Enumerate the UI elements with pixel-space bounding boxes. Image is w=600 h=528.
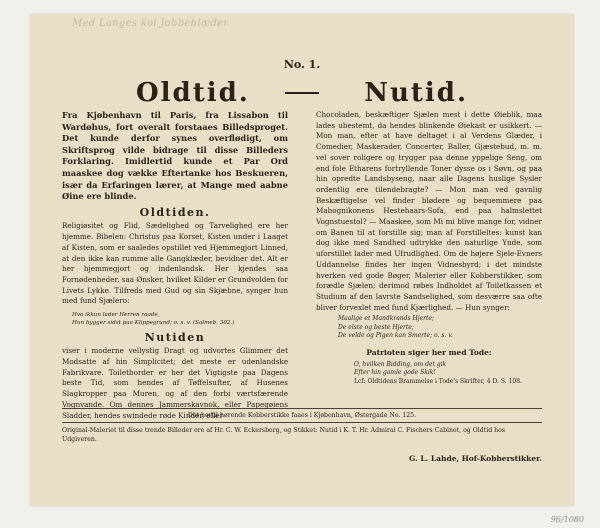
patriot-quote bbox=[354, 361, 542, 387]
section-heading-oldtiden: Oldtiden. bbox=[139, 205, 211, 219]
hymn-verse bbox=[72, 311, 288, 328]
lead-paragraph: Fra Kjøbenhavn til Paris, fra Lissabon til Wardøhus, fort overalt forstaaes Billedsproget. Det kunde derfor synes overflødigt, om Skriftsprog vilde bidrage til disse Billeders Forklaring. Imidlertid kunde et Par Ord maaskee dog vække Eftertanke hos Beskueren, især da Erfaringen lærer, at Mange med aabne Øine ere blinde. bbox=[62, 110, 288, 202]
quote-line-2: Efter hin gamle gode Skik! bbox=[354, 369, 436, 377]
oldtiden-text: Religiøsitet og Flid, Sædelighed og Tarvelighed ere her hjemme. Bibelen: Christus paa Korset, Kisten under i Laaget af Kisten, som er saaledes opstillet ved Hjemmegjort Linned, at den ikke kan rumme alle Gangklæder, bevidner det. Alt er her hjemmegjort og indenlandsk. Her kjendes saa Fornødenheder, saa Ønsker, hvilket Kilder er Grundvolden for Livets Lykke. Tilfreds med Gud og sin Skjæbne, synger hun med fund Sjælero: bbox=[62, 221, 288, 306]
right-column bbox=[316, 110, 542, 386]
quote-source: Lcf: Oldtidens Brammelse i Tode's Skrifter, 4 D. S. 108. bbox=[354, 377, 522, 385]
pencil-margin-note: 96/1080 bbox=[550, 515, 584, 524]
song-line-2: De elste og beste Hjerte; bbox=[338, 323, 414, 331]
song-verse bbox=[338, 315, 542, 341]
song-line-3: De velde og Pigen kan Smerte; o. s. v. bbox=[338, 332, 453, 340]
footer-origin-note: Original-Maleriet til disse trende Billeder ere af Hr. C. W. Eckersberg, og Stikket: Nutid i K. T. Hr. Admiral C. Fischers Cabinet, og Oldtid hos Udgiveren. bbox=[62, 427, 506, 443]
hymn-line-2: Hun bygger sidst paa Klippegrund; o. s. v. (Salmeb. 302.) bbox=[72, 320, 235, 327]
title-dash bbox=[285, 92, 319, 94]
title-nutid: Nutid. bbox=[364, 78, 468, 108]
faded-handwritten-note: Med Langes kol Jobbeblæder bbox=[72, 18, 229, 29]
footer-availability: Det hertil hørende Kobberstikke faaes i Kjøbenhavn, Østergade No. 125. bbox=[187, 412, 417, 419]
left-column bbox=[62, 110, 288, 421]
title-oldtid: Oldtid. bbox=[136, 78, 250, 108]
nutiden-continued-text: Chocoladen, beskæftiger Sjælen mest i dette Øieblik, maa lades ubestemt, da hendes blinkende Øiekast er usikkert. — Mon man, efter at have deltaget i al Verdens Glæder, i Comedier, Maskerader, Concerter, Baller, Gjæstebud, m. m. vel sover roligere og trygger paa denne yppelige Seng, om end fole Etharens fortryllende Toner dysse os i Søvn, og paa hin opredte Landsbyseng, naar alle Dagens huslige Sysler ordentlig ere tilendebragte? — Mon man ved gavnlig Beskæftigelse vel finder blødere og bequemmere paa Mahognikonens Hestehaars-Sofa, end paa halmslettet Vognstuestol? — Maaskee, som Mi mi blive mange for, vidner om Banen til at forstille sig; man af Forstilleltes: kunst kan dog ikke med Sandhed udtrykke den naturlige Ynde, som uforstillet lader med Ufrudlighed. Om de højere Sjele-Evners Uddannelse findes her ingen Vidnesbyrd; i det mindste hverken ved gode Bøger, Malerier eller Kobberstikker, som forædle Sjælen; derimod røbes Indholdet af Toiletkassen et Studium af den lavrste Sandselighed, som desværre saa ofte bliver forvexlet med fund Kjærlighed. — Hun synger: bbox=[316, 110, 542, 312]
hymn-line-1: Hvo ikkun lader Herren raade, bbox=[72, 312, 160, 319]
publisher-signature: G. L. Lahde, Hof-Kobberstikker. bbox=[409, 454, 542, 463]
print-sheet bbox=[30, 14, 574, 506]
footer-rule-bottom bbox=[62, 422, 542, 423]
nutiden-text: viser i moderne vellystig Dragt og udvortes Glimmer det Modsatte af hin Simplicitet; det meste er udenlandske Fabrikvare. Toiletborder er her det Vigtigste paa Dagens beste Tid, som hendes af Tøffelsufter, af Husenes Slagkropper paa Muren, og af den forbi værtsfærende Vognvande. Om dennes Jammerskavnok, eller Papegøiens Sladder, hendes swindede røde Kinder, eller bbox=[62, 346, 288, 420]
quote-line-1: O, hvilken Bidding, om det gik bbox=[354, 360, 447, 368]
song-line-1: Maalige et Mandkrands Hjerte; bbox=[338, 315, 434, 323]
sheet-number: No. 1. bbox=[283, 58, 321, 71]
patriot-heading: Patrioten siger her med Tode: bbox=[366, 347, 492, 357]
footer-rule-top bbox=[62, 408, 542, 409]
title-row bbox=[62, 78, 542, 108]
section-heading-nutiden: Nutiden bbox=[144, 330, 206, 344]
